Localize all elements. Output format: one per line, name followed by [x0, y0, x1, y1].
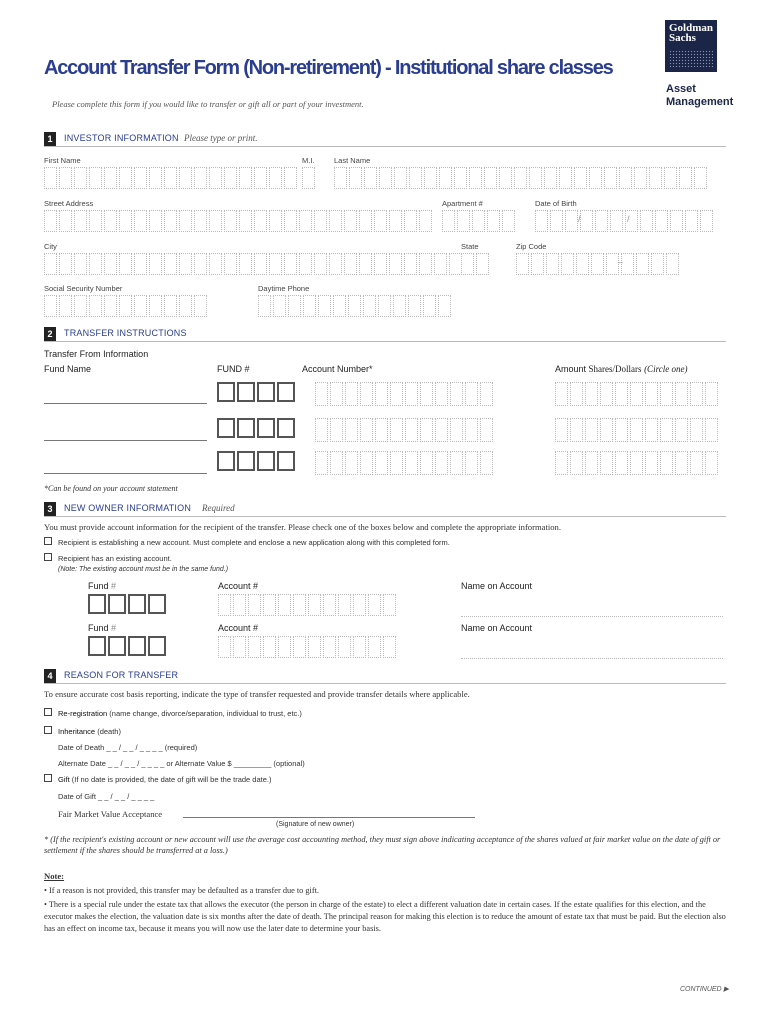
section-title: TRANSFER INSTRUCTIONS	[64, 328, 187, 338]
zip-code-label: Zip Code	[516, 242, 547, 251]
section-note: Please type or print.	[184, 133, 258, 143]
reason-intro: To ensure accurate cost basis reporting, indicate the type of transfer requested and provide transfer details where applicable.	[44, 689, 470, 699]
logo-dot-pattern	[669, 50, 713, 68]
dob-separator: /	[627, 214, 630, 224]
amount-label: Amount	[555, 364, 587, 374]
section-2-header	[44, 327, 726, 342]
mi-label: M.I.	[302, 156, 315, 165]
name-on-account-label: Name on Account	[461, 623, 533, 633]
apartment-label: Apartment #	[442, 199, 483, 208]
goldman-sachs-logo	[665, 20, 717, 72]
section-title: INVESTOR INFORMATION	[64, 133, 179, 143]
mi-field[interactable]	[302, 167, 315, 189]
fund-name-line[interactable]	[44, 440, 207, 441]
fund-label	[88, 623, 116, 633]
signature-caption: (Signature of new owner)	[276, 821, 355, 828]
fund-number-field[interactable]	[217, 418, 295, 438]
fund-label-text: Fund	[88, 623, 109, 633]
ssn-label: Social Security Number	[44, 284, 123, 293]
amount-field[interactable]	[555, 451, 718, 475]
name-on-account-field[interactable]	[461, 658, 723, 659]
gift-detail: (If no date is provided, the date of gift will be the trade date.)	[71, 775, 272, 784]
new-owner-account-field[interactable]	[218, 594, 396, 616]
fund-name-line[interactable]	[44, 473, 207, 474]
inheritance-checkbox[interactable]	[44, 726, 52, 734]
date-of-death-field[interactable]: Date of Death _ _ / _ _ / _ _ _ _ (required)	[58, 743, 198, 752]
circle-one-note: (Circle one)	[644, 364, 688, 374]
new-owner-account-field[interactable]	[218, 636, 396, 658]
amount-header	[555, 364, 687, 374]
date-of-gift-field[interactable]: Date of Gift _ _ / _ _ / _ _ _ _	[58, 792, 155, 801]
section-1-header	[44, 132, 726, 147]
logo-line-2: Sachs	[669, 32, 696, 44]
section-number: 4	[44, 669, 56, 683]
new-owner-fund-field[interactable]	[88, 636, 166, 656]
brand-line-1: Asset	[666, 83, 696, 95]
gift-checkbox[interactable]	[44, 774, 52, 782]
account-number-field[interactable]	[315, 382, 493, 406]
fair-market-value-label: Fair Market Value Acceptance	[58, 809, 163, 819]
account-number-label: Account #	[218, 623, 259, 633]
last-name-field[interactable]	[334, 167, 707, 189]
fund-number-header: FUND #	[217, 364, 250, 374]
first-name-label: First Name	[44, 156, 81, 165]
account-number-field[interactable]	[315, 418, 493, 442]
account-number-label: Account #	[218, 581, 259, 591]
average-cost-note: * (If the recipient's existing account or new account will use the average cost accounting method, they must sign above indicating acceptance of the shares valued at fair market value on the date of gift or settlement if the shares should be transferred at a loss.)	[44, 835, 721, 855]
name-on-account-label: Name on Account	[461, 581, 533, 591]
existing-account-note: (Note: The existing account must be in the same fund.)	[58, 566, 229, 573]
signature-line[interactable]	[183, 817, 475, 818]
note-bullet-1: • If a reason is not provided, this transfer may be defaulted as a transfer due to gift.	[44, 886, 319, 895]
fund-number-field[interactable]	[217, 382, 295, 402]
fund-hash: #	[111, 581, 117, 591]
form-title: Account Transfer Form (Non-retirement) - Institutional share classes	[44, 57, 613, 79]
re-registration-checkbox[interactable]	[44, 708, 52, 716]
new-owner-intro: You must provide account information for the recipient of the transfer. Please check one of the boxes below and complete the appropriate information.	[44, 522, 561, 532]
section-4-header	[44, 669, 726, 684]
account-number-header: Account Number*	[302, 364, 373, 374]
brand-name	[666, 83, 733, 109]
re-registration-text: Re-registration	[58, 709, 108, 718]
account-statement-footnote: *Can be found on your account statement	[44, 484, 178, 493]
state-label: State	[461, 242, 479, 251]
name-on-account-field[interactable]	[461, 616, 723, 617]
section-3-header	[44, 502, 726, 517]
gift-text: Gift	[58, 775, 70, 784]
account-number-field[interactable]	[315, 451, 493, 475]
note-heading: Note:	[44, 871, 65, 881]
dob-separator: /	[578, 214, 581, 224]
apartment-field[interactable]	[442, 210, 515, 232]
fund-name-line[interactable]	[44, 403, 207, 404]
alternate-date-field[interactable]: Alternate Date _ _ / _ _ / _ _ _ _ or Alternate Value $ _________ (optional)	[58, 759, 305, 768]
state-field[interactable]	[461, 253, 489, 275]
first-name-field[interactable]	[44, 167, 297, 189]
new-owner-fund-field[interactable]	[88, 594, 166, 614]
brand-line-2: Management	[666, 96, 734, 108]
city-label: City	[44, 242, 57, 251]
section-title: NEW OWNER INFORMATION	[64, 503, 192, 513]
date-of-birth-label: Date of Birth	[535, 199, 577, 208]
ssn-field[interactable]	[44, 295, 207, 317]
fund-hash: #	[111, 623, 117, 633]
fund-label-text: Fund	[88, 581, 109, 591]
inheritance-detail: (death)	[97, 727, 121, 736]
street-address-field[interactable]	[44, 210, 432, 232]
daytime-phone-label: Daytime Phone	[258, 284, 310, 293]
form-subtitle: Please complete this form if you would like to transfer or gift all or part of your investment.	[52, 99, 364, 109]
new-account-checkbox[interactable]	[44, 537, 52, 545]
fund-number-field[interactable]	[217, 451, 295, 471]
section-number: 2	[44, 327, 56, 341]
zip-code-field[interactable]	[516, 253, 679, 275]
logo-line-1: Goldman	[669, 22, 714, 34]
transfer-from-heading: Transfer From Information	[44, 349, 149, 359]
new-account-option-label: Recipient is establishing a new account. Must complete and enclose a new application along with this completed form.	[58, 538, 450, 547]
zip-separator: –	[618, 257, 624, 267]
re-registration-detail: (name change, divorce/separation, individual to trust, etc.)	[109, 709, 302, 718]
section-title: REASON FOR TRANSFER	[64, 670, 179, 680]
inheritance-text: Inheritance	[58, 727, 96, 736]
inheritance-label	[58, 727, 121, 736]
fund-name-header: Fund Name	[44, 364, 92, 374]
note-bullet-2: • There is a special rule under the estate tax that allows the executor (the person in charge of the estate) to elect a different valuation date in certain cases. If the estate qualifies for this election, and the executor makes the election, the valuation date is six months after the date of death. The principal reason for making this election is to reduce the amount of estate tax that must be paid. But the election also has an effect on income tax, because it means you will now use the later date to determine your basis.	[44, 900, 726, 933]
city-field[interactable]	[44, 253, 462, 275]
section-note: Required	[202, 503, 235, 513]
existing-account-option-label: Recipient has an existing account.	[58, 554, 172, 563]
section-number: 3	[44, 502, 56, 516]
amount-field[interactable]	[555, 382, 718, 406]
amount-field[interactable]	[555, 418, 718, 442]
shares-dollars-option[interactable]: Shares/Dollars	[588, 364, 642, 374]
fund-label	[88, 581, 116, 591]
re-registration-label	[58, 709, 302, 718]
last-name-label: Last Name	[334, 156, 371, 165]
daytime-phone-field[interactable]	[258, 295, 451, 317]
section-number: 1	[44, 132, 56, 146]
gift-label	[58, 775, 271, 784]
street-address-label: Street Address	[44, 199, 94, 208]
date-of-birth-field[interactable]	[535, 210, 713, 232]
existing-account-checkbox[interactable]	[44, 553, 52, 561]
continued-indicator: CONTINUED ▶	[680, 986, 729, 993]
